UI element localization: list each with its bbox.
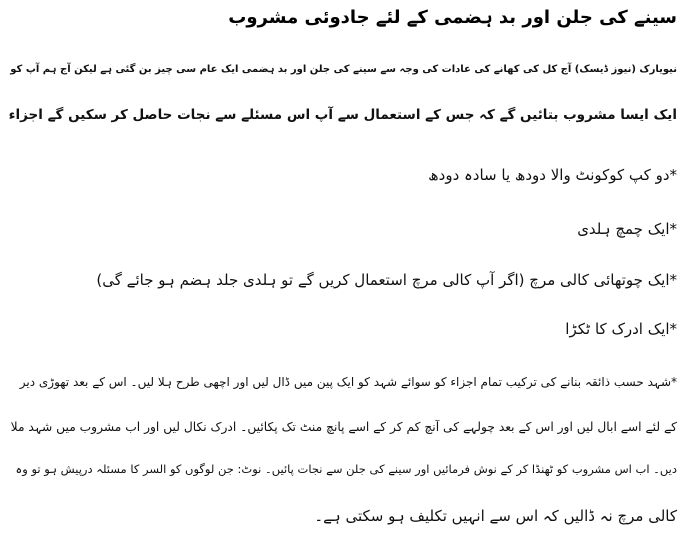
ingredient-item: *ایک ادرک کا ٹکڑا	[565, 320, 677, 338]
ingredient-item: *دو کپ کوکونٹ والا دودھ یا سادہ دودھ	[428, 166, 677, 184]
ingredient-item: *ایک چمچ ہلدی	[577, 220, 677, 238]
method-line-2: کے لئے اسے ابال لیں اور اس کے بعد چولہے کی آنچ کم کر کے اسے پانچ منٹ تک پکائیں۔ ادرک نکال لیں اور اب مشروب میں شہد ملا	[10, 420, 677, 434]
intro-line-1: نیویارک (نیوز ڈیسک) آج کل کی کھانے کی عادات کی وجہ سے سینے کی جلن اور بد ہضمی ایک عام سی چیز بن گئی ہے لیکن آج ہم آپ کو	[10, 64, 677, 75]
intro-line-2: ایک ایسا مشروب بتائیں گے کہ جس کے استعمال سے آپ اس مسئلے سے نجات حاصل کر سکیں گے اجزاء	[8, 107, 677, 123]
article-title: سینے کی جلن اور بد ہضمی کے لئے جادوئی مشروب	[228, 7, 677, 28]
method-line-1: *شہد حسب ذائقہ بنانے کی ترکیب تمام اجزاء کو سوائے شہد کو ایک پین میں ڈال لیں اور اچھی طرح ہلا لیں۔ اس کے بعد تھوڑی دیر	[19, 375, 677, 389]
ingredient-item: *ایک چوتھائی کالی مرچ (اگر آپ کالی مرچ استعمال کریں گے تو ہلدی جلد ہضم ہو جائے گی)	[96, 271, 677, 289]
method-line-4: کالی مرچ نہ ڈالیں کہ اس سے انہیں تکلیف ہو سکتی ہے۔	[314, 507, 677, 525]
method-line-3: دیں۔ اب اس مشروب کو ٹھنڈا کر کے نوش فرمائیں اور سینے کی جلن سے نجات پائیں۔ نوٹ: جن لوگوں کو السر کا مسئلہ درپیش ہو تو وہ	[15, 462, 677, 476]
